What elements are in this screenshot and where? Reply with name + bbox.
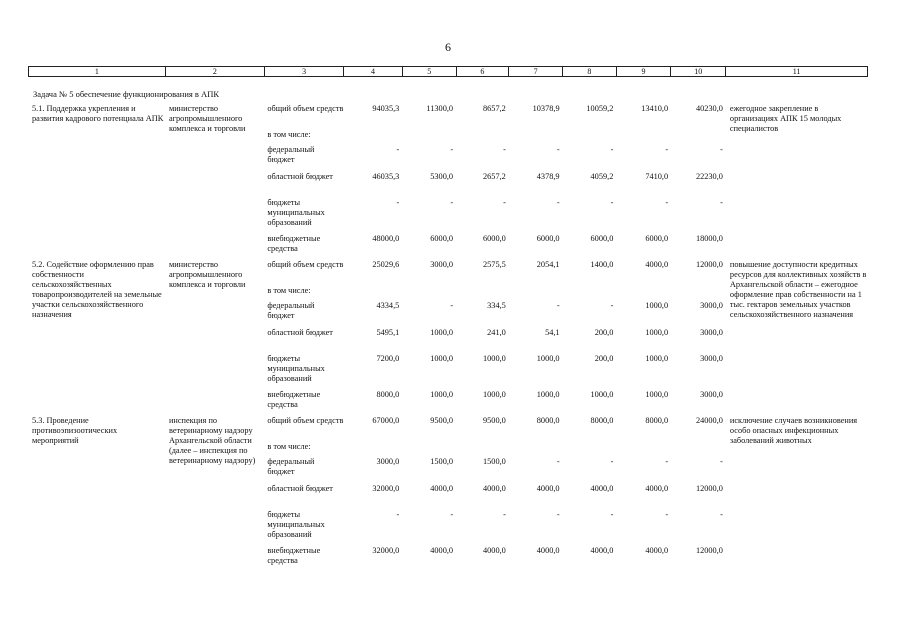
funding-value: - bbox=[396, 198, 400, 207]
funding-source-label: внебюджетные средства bbox=[267, 546, 321, 565]
funding-value: 1000,0 bbox=[645, 354, 669, 363]
funding-value: 1000,0 bbox=[430, 328, 454, 337]
funding-value bbox=[402, 442, 456, 457]
funding-value bbox=[343, 130, 402, 145]
funding-value: 9500,0 bbox=[430, 416, 454, 425]
funding-source-label: общий объем средств bbox=[267, 104, 344, 113]
task-title: Задача № 5 обеспечение функционирования в АПК bbox=[33, 89, 220, 99]
funding-value: 1000,0 bbox=[645, 301, 669, 310]
measure-name: 5.2. Содействие оформлению прав собственности сельскохозяйственных товаропроизводителей на земельные участки сельскохозяйственного назначения bbox=[32, 260, 162, 319]
col-header-2: 2 bbox=[165, 67, 264, 77]
funding-source-label: федеральный бюджет bbox=[267, 457, 315, 476]
funding-value: 54,1 bbox=[545, 328, 560, 337]
funding-value: 6000,0 bbox=[645, 234, 669, 243]
funding-source-label: областной бюджет bbox=[267, 172, 333, 181]
funding-value: 2657,2 bbox=[483, 172, 506, 181]
funding-value: 6000,0 bbox=[590, 234, 614, 243]
funding-value: - bbox=[610, 198, 614, 207]
funding-value: 8657,2 bbox=[483, 104, 506, 113]
funding-value bbox=[343, 286, 402, 301]
funding-value bbox=[456, 130, 509, 145]
funding-value bbox=[509, 442, 563, 457]
funding-value: - bbox=[450, 145, 454, 154]
funding-value: 25029,6 bbox=[372, 260, 400, 269]
funding-source-label: общий объем средств bbox=[267, 416, 344, 425]
table-row bbox=[28, 104, 868, 130]
expected-result: ежегодное закрепление в организациях АПК 15 молодых специалистов bbox=[729, 104, 842, 133]
funding-value: 5300,0 bbox=[430, 172, 454, 181]
funding-value: 1000,0 bbox=[483, 354, 506, 363]
col-header-8: 8 bbox=[562, 67, 616, 77]
funding-value: 3000,0 bbox=[700, 328, 723, 337]
funding-value bbox=[402, 130, 456, 145]
funding-value bbox=[402, 286, 456, 301]
funding-value: - bbox=[556, 198, 560, 207]
funding-value bbox=[343, 442, 402, 457]
funding-value: 2054,1 bbox=[536, 260, 560, 269]
funding-value: 3000,0 bbox=[700, 390, 723, 399]
funding-value bbox=[563, 130, 617, 145]
measure-name: 5.3. Проведение противоэпизоотических мероприятий bbox=[32, 416, 118, 445]
funding-value: 3000,0 bbox=[430, 260, 454, 269]
funding-value: - bbox=[503, 198, 506, 207]
funding-source-label: общий объем средств bbox=[267, 260, 344, 269]
col-header-4: 4 bbox=[344, 67, 403, 77]
funding-value: 1000,0 bbox=[645, 390, 669, 399]
col-header-7: 7 bbox=[509, 67, 563, 77]
funding-value bbox=[671, 442, 726, 457]
funding-value: - bbox=[720, 457, 723, 466]
funding-value: - bbox=[396, 145, 400, 154]
funding-value: - bbox=[720, 198, 723, 207]
funding-value: 46035,3 bbox=[372, 172, 400, 181]
col-header-5: 5 bbox=[402, 67, 456, 77]
funding-value: - bbox=[556, 301, 560, 310]
funding-value: 24000,0 bbox=[695, 416, 723, 425]
col-header-9: 9 bbox=[616, 67, 671, 77]
executor-name: министерство агропромышленного комплекса и торговли bbox=[168, 104, 246, 133]
funding-value: 4000,0 bbox=[430, 546, 454, 555]
col-header-6: 6 bbox=[456, 67, 509, 77]
funding-value: 6000,0 bbox=[430, 234, 454, 243]
funding-value: 4059,2 bbox=[590, 172, 614, 181]
funding-value: 5495,1 bbox=[376, 328, 400, 337]
column-number-header bbox=[28, 66, 868, 77]
funding-source-label: федеральный бюджет bbox=[267, 145, 315, 164]
funding-value: 12000,0 bbox=[695, 484, 723, 493]
funding-table bbox=[28, 104, 868, 572]
funding-value: 22230,0 bbox=[695, 172, 723, 181]
funding-value bbox=[456, 286, 509, 301]
funding-value: - bbox=[450, 510, 454, 519]
funding-value bbox=[509, 130, 563, 145]
funding-value: - bbox=[503, 145, 506, 154]
funding-value bbox=[509, 286, 563, 301]
executor-name: инспекция по ветеринарному надзору Архангельской области (далее – инспекция по ветеринарному надзору) bbox=[168, 416, 256, 465]
funding-value: 4000,0 bbox=[645, 546, 669, 555]
funding-value: - bbox=[665, 457, 669, 466]
funding-value: 8000,0 bbox=[376, 390, 400, 399]
funding-value: 3000,0 bbox=[700, 301, 723, 310]
funding-value: - bbox=[720, 145, 723, 154]
funding-value: 18000,0 bbox=[695, 234, 723, 243]
funding-value: 4000,0 bbox=[483, 484, 506, 493]
funding-value: 1000,0 bbox=[430, 354, 454, 363]
funding-value: 200,0 bbox=[594, 354, 614, 363]
funding-value: - bbox=[720, 510, 723, 519]
funding-value: 4000,0 bbox=[590, 546, 614, 555]
funding-value: - bbox=[610, 457, 614, 466]
funding-value: 67000,0 bbox=[372, 416, 400, 425]
funding-value: 334,5 bbox=[487, 301, 506, 310]
funding-value: 11300,0 bbox=[426, 104, 454, 113]
funding-value bbox=[616, 130, 671, 145]
table-row bbox=[28, 260, 868, 286]
funding-value: - bbox=[665, 145, 669, 154]
funding-value bbox=[616, 442, 671, 457]
funding-value: 1000,0 bbox=[430, 390, 454, 399]
funding-value: 1000,0 bbox=[483, 390, 506, 399]
funding-value: 94035,3 bbox=[372, 104, 400, 113]
funding-value: 4000,0 bbox=[590, 484, 614, 493]
funding-source-label: в том числе: bbox=[267, 286, 311, 295]
funding-value: 241,0 bbox=[487, 328, 506, 337]
funding-value: 10059,2 bbox=[586, 104, 614, 113]
executor-name: министерство агропромышленного комплекса и торговли bbox=[168, 260, 246, 289]
table-row bbox=[28, 416, 868, 442]
funding-value: 4334,5 bbox=[376, 301, 400, 310]
funding-value: 4000,0 bbox=[536, 484, 560, 493]
funding-value bbox=[616, 286, 671, 301]
funding-value bbox=[671, 130, 726, 145]
funding-value: 4000,0 bbox=[430, 484, 454, 493]
funding-source-label: бюджеты муниципальных образований bbox=[267, 354, 325, 383]
funding-value: - bbox=[610, 510, 614, 519]
funding-value: 7200,0 bbox=[376, 354, 400, 363]
funding-value: 9500,0 bbox=[483, 416, 506, 425]
funding-value: - bbox=[450, 198, 454, 207]
col-header-1: 1 bbox=[29, 67, 166, 77]
funding-value: 1500,0 bbox=[430, 457, 454, 466]
page-number: 6 bbox=[445, 40, 451, 54]
funding-value: 1400,0 bbox=[590, 260, 614, 269]
col-header-11: 11 bbox=[726, 67, 868, 77]
funding-source-label: бюджеты муниципальных образований bbox=[267, 198, 325, 227]
funding-value: 1000,0 bbox=[645, 328, 669, 337]
funding-value: 4000,0 bbox=[483, 546, 506, 555]
funding-value: 8000,0 bbox=[590, 416, 614, 425]
funding-source-label: в том числе: bbox=[267, 130, 311, 139]
funding-value: 7410,0 bbox=[645, 172, 669, 181]
funding-value: 12000,0 bbox=[695, 260, 723, 269]
funding-value: 3000,0 bbox=[700, 354, 723, 363]
funding-source-label: федеральный бюджет bbox=[267, 301, 315, 320]
col-header-10: 10 bbox=[671, 67, 726, 77]
funding-value: 1000,0 bbox=[536, 354, 560, 363]
expected-result: исключение случаев возникновения особо опасных инфекционных заболеваний животных bbox=[729, 416, 858, 445]
funding-value: - bbox=[556, 457, 560, 466]
funding-source-label: в том числе: bbox=[267, 442, 311, 451]
funding-value: 4378,9 bbox=[536, 172, 560, 181]
funding-value: 32000,0 bbox=[372, 484, 400, 493]
funding-value: 8000,0 bbox=[536, 416, 560, 425]
funding-value: - bbox=[396, 510, 400, 519]
funding-value: 32000,0 bbox=[372, 546, 400, 555]
funding-source-label: областной бюджет bbox=[267, 328, 333, 337]
funding-value: 48000,0 bbox=[372, 234, 400, 243]
funding-source-label: областной бюджет bbox=[267, 484, 333, 493]
funding-source-label: бюджеты муниципальных образований bbox=[267, 510, 325, 539]
funding-source-label: внебюджетные средства bbox=[267, 390, 321, 409]
expected-result: повышение доступности кредитных ресурсов для коллективных хозяйств в Архангельской области – ежегодное оформление прав собственности на 1 тыс. гектаров земельных участков сельскохозяйственного назначения bbox=[729, 260, 867, 319]
measure-name: 5.1. Поддержка укрепления и развития кадрового потенциала АПК bbox=[32, 104, 164, 123]
funding-value bbox=[563, 286, 617, 301]
funding-value: 6000,0 bbox=[483, 234, 506, 243]
funding-value: 13410,0 bbox=[641, 104, 669, 113]
funding-value: - bbox=[556, 510, 560, 519]
funding-value: 4000,0 bbox=[536, 546, 560, 555]
funding-value: 3000,0 bbox=[376, 457, 400, 466]
funding-value bbox=[563, 442, 617, 457]
funding-value: - bbox=[450, 301, 454, 310]
funding-value: 2575,5 bbox=[483, 260, 506, 269]
funding-source-label: внебюджетные средства bbox=[267, 234, 321, 253]
funding-value: 10378,9 bbox=[532, 104, 560, 113]
funding-value: 4000,0 bbox=[645, 260, 669, 269]
funding-value: 6000,0 bbox=[536, 234, 560, 243]
funding-value bbox=[456, 442, 509, 457]
funding-value: 4000,0 bbox=[645, 484, 669, 493]
funding-value: 8000,0 bbox=[645, 416, 669, 425]
funding-value: 1500,0 bbox=[483, 457, 506, 466]
funding-value: - bbox=[665, 510, 669, 519]
funding-value: - bbox=[556, 145, 560, 154]
funding-value: 40230,0 bbox=[695, 104, 723, 113]
col-header-3: 3 bbox=[265, 67, 344, 77]
funding-value: - bbox=[610, 301, 614, 310]
funding-value: 12000,0 bbox=[695, 546, 723, 555]
funding-value bbox=[671, 286, 726, 301]
funding-value: 200,0 bbox=[594, 328, 614, 337]
funding-value: - bbox=[610, 145, 614, 154]
funding-value: 1000,0 bbox=[536, 390, 560, 399]
funding-value: - bbox=[503, 510, 506, 519]
funding-value: 1000,0 bbox=[590, 390, 614, 399]
funding-value: - bbox=[665, 198, 669, 207]
